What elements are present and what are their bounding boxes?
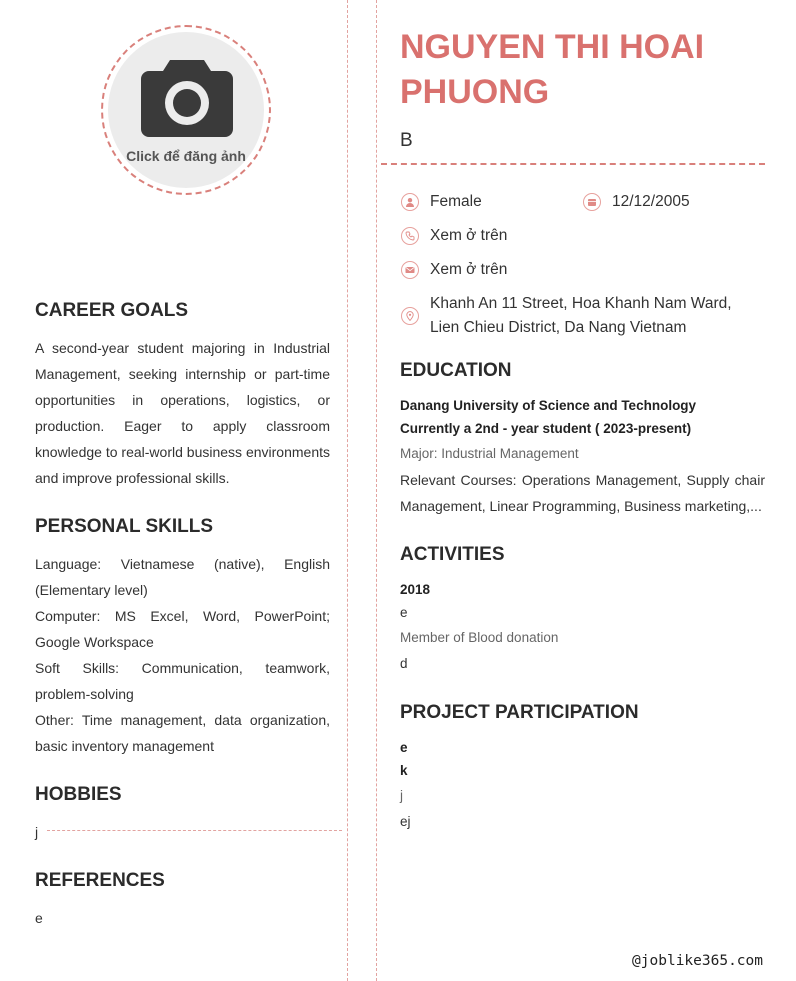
education-courses: Relevant Courses: Operations Management, Supply chair Management, Linear Programming, Business marketing,...	[400, 472, 765, 514]
education-status: Currently a 2nd - year student ( 2023-present)	[400, 421, 692, 436]
avatar-label: Click để đăng ảnh	[126, 148, 246, 164]
education-major: Major: Industrial Management	[400, 446, 579, 461]
hobbies-title: HOBBIES	[35, 784, 122, 805]
skill-item: Other: Time management, data organization, basic inventory management	[35, 712, 330, 754]
activity-organization: e	[400, 605, 408, 620]
location-icon	[401, 307, 419, 325]
projects-title: PROJECT PARTICIPATION	[400, 702, 639, 723]
header-divider	[381, 163, 765, 165]
candidate-name: NGUYEN THI HOAI PHUONG	[400, 28, 705, 111]
phone-icon	[401, 227, 419, 245]
activity-description: d	[400, 656, 408, 671]
email-icon	[401, 261, 419, 279]
skill-item: Soft Skills: Communication, teamwork, problem-solving	[35, 660, 330, 702]
hobbies-text: j	[35, 824, 39, 840]
personal-skills-title: PERSONAL SKILLS	[35, 516, 214, 537]
avatar[interactable]	[108, 32, 264, 188]
career-goals-title: CAREER GOALS	[35, 300, 189, 321]
school-name: Danang University of Science and Technology	[400, 398, 697, 413]
skill-item: Language: Vietnamese (native), English (Elementary level)	[35, 556, 330, 598]
address-value: Khanh An 11 Street, Hoa Khanh Nam Ward, Lien Chieu District, Da Nang Vietnam	[430, 295, 732, 336]
activities-title: ACTIVITIES	[400, 544, 505, 565]
user-icon	[401, 193, 419, 211]
email-value: Xem ở trên	[430, 261, 508, 278]
education-title: EDUCATION	[400, 360, 512, 381]
project-description: ej	[400, 814, 411, 829]
career-goals-text: A second-year student majoring in Industrial Management, seeking internship or part-time opportunities in operations, logistics, or production. Eager to apply classroom knowledge to real-world business environments and improve professional skills.	[35, 340, 330, 486]
calendar-icon	[583, 193, 601, 211]
avatar-upload[interactable]	[101, 25, 271, 195]
skill-item: Computer: MS Excel, Word, PowerPoint; Google Workspace	[35, 608, 330, 650]
job-title: B	[400, 130, 413, 151]
activity-year: 2018	[400, 582, 431, 597]
activity-role: Member of Blood donation	[400, 630, 559, 645]
camera-icon	[140, 56, 234, 138]
project-name: e	[400, 740, 408, 755]
references-text: e	[35, 910, 43, 926]
references-title: REFERENCES	[35, 870, 165, 891]
project-role: j	[400, 788, 403, 803]
site-credit: @joblike365.com	[632, 953, 763, 969]
right-column-divider	[376, 0, 377, 981]
left-column-divider	[347, 0, 348, 981]
gender-value: Female	[430, 193, 482, 210]
phone-value: Xem ở trên	[430, 227, 508, 244]
birthday-value: 12/12/2005	[612, 193, 690, 210]
project-period: k	[400, 763, 408, 778]
hobbies-divider	[47, 830, 342, 831]
